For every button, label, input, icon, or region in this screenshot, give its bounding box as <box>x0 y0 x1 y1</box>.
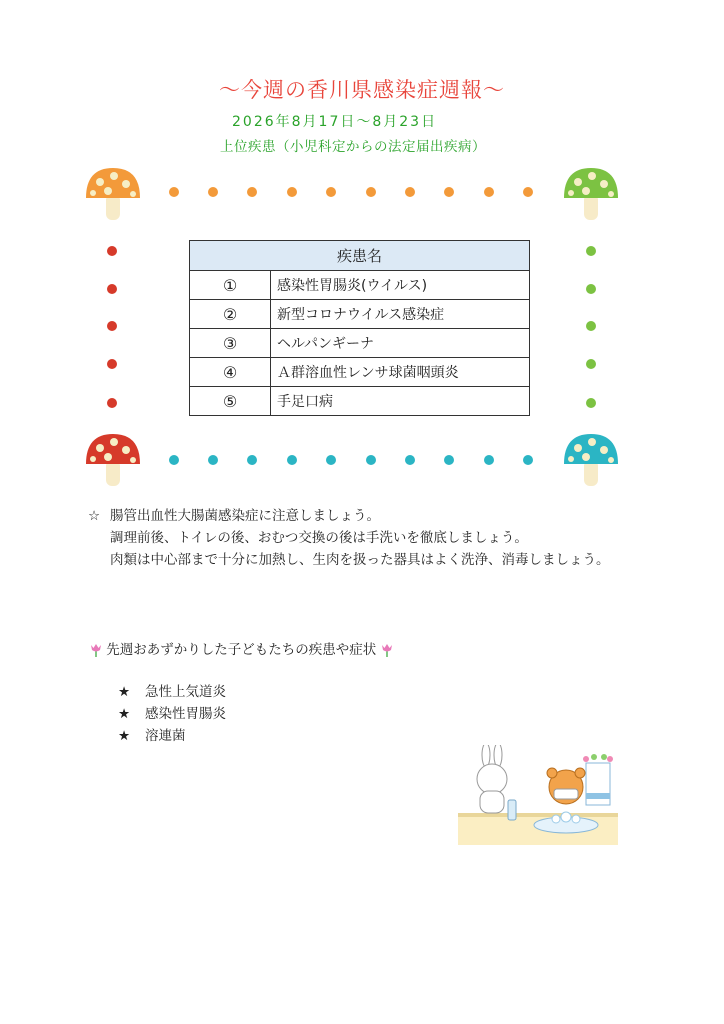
disease-name: 新型コロナウイルス感染症 <box>271 300 530 329</box>
decorative-dot <box>208 455 218 465</box>
decorative-dot <box>287 455 297 465</box>
disease-name: ヘルパンギーナ <box>271 329 530 358</box>
disease-name: 感染性胃腸炎(ウイルス) <box>271 271 530 300</box>
decorative-dot <box>586 321 596 331</box>
rank-number: ③ <box>190 329 271 358</box>
decorative-dot <box>444 187 454 197</box>
table-row <box>190 300 530 329</box>
list-item: ★ 急性上気道炎 <box>118 681 226 703</box>
decorative-dot <box>586 359 596 369</box>
red-mushroom-icon <box>84 430 142 488</box>
decorative-dot <box>586 284 596 294</box>
decorative-dot <box>484 455 494 465</box>
decorative-dot <box>523 455 533 465</box>
decorative-dot <box>107 246 117 256</box>
table-row <box>190 329 530 358</box>
table-header-row <box>190 241 530 271</box>
decorative-dot <box>287 187 297 197</box>
subtitle: 上位疾患（小児科定からの法定届出疾病） <box>220 139 486 155</box>
star-icon: ★ <box>118 684 131 700</box>
note-line: 肉類は中心部まで十分に加熱し、生肉を扱った器具はよく洗浄、消毒しましょう。 <box>110 552 610 568</box>
handwashing-animals-illustration <box>458 745 618 845</box>
table-row <box>190 387 530 416</box>
rank-number: ⑤ <box>190 387 271 416</box>
tulip-icon <box>381 643 393 657</box>
decorative-dot <box>107 284 117 294</box>
decorative-dot <box>366 455 376 465</box>
star-icon: ★ <box>118 728 131 744</box>
decorative-dot <box>107 321 117 331</box>
star-icon: ★ <box>118 706 131 722</box>
decorative-dot <box>247 187 257 197</box>
disease-ranking-table <box>189 240 530 416</box>
list-item: ★ 溶連菌 <box>118 725 226 747</box>
rank-number: ④ <box>190 358 271 387</box>
decorative-dot <box>586 398 596 408</box>
disease-name: Ａ群溶血性レンサ球菌咽頭炎 <box>271 358 530 387</box>
decorative-dot <box>366 187 376 197</box>
date-range: 2026年8月17日〜8月23日 <box>232 114 438 130</box>
orange-mushroom-icon <box>84 164 142 222</box>
rank-number: ② <box>190 300 271 329</box>
blue-mushroom-icon <box>562 430 620 488</box>
decorative-dot <box>405 187 415 197</box>
decorative-dot <box>208 187 218 197</box>
star-outline-icon: ☆ <box>88 508 101 524</box>
table-row <box>190 358 530 387</box>
list-item: ★ 感染性胃腸炎 <box>118 703 226 725</box>
decorative-dot <box>107 359 117 369</box>
decorative-dot <box>326 187 336 197</box>
symptom-list <box>118 681 226 747</box>
decorative-dot <box>523 187 533 197</box>
decorative-dot <box>107 398 117 408</box>
rank-number: ① <box>190 271 271 300</box>
table-header: 疾患名 <box>190 241 530 271</box>
note-line: ☆ 腸管出血性大腸菌感染症に注意しましょう。 <box>88 505 610 527</box>
decorative-dot <box>405 455 415 465</box>
green-mushroom-icon <box>562 164 620 222</box>
decorative-dot <box>169 455 179 465</box>
decorative-dot <box>586 246 596 256</box>
tulip-icon <box>90 643 102 657</box>
decorative-dot <box>169 187 179 197</box>
notes-section <box>88 505 610 571</box>
decorative-dot <box>326 455 336 465</box>
decorative-dot <box>484 187 494 197</box>
disease-name: 手足口病 <box>271 387 530 416</box>
table-row <box>190 271 530 300</box>
last-week-heading: 先週おあずかりした子どもたちの疾患や症状 <box>90 638 393 658</box>
decorative-dot <box>247 455 257 465</box>
note-line: 調理前後、トイレの後、おむつ交換の後は手洗いを徹底しましょう。 <box>110 530 528 546</box>
decorative-dot <box>444 455 454 465</box>
page-title: 〜今週の香川県感染症週報〜 <box>219 78 505 102</box>
